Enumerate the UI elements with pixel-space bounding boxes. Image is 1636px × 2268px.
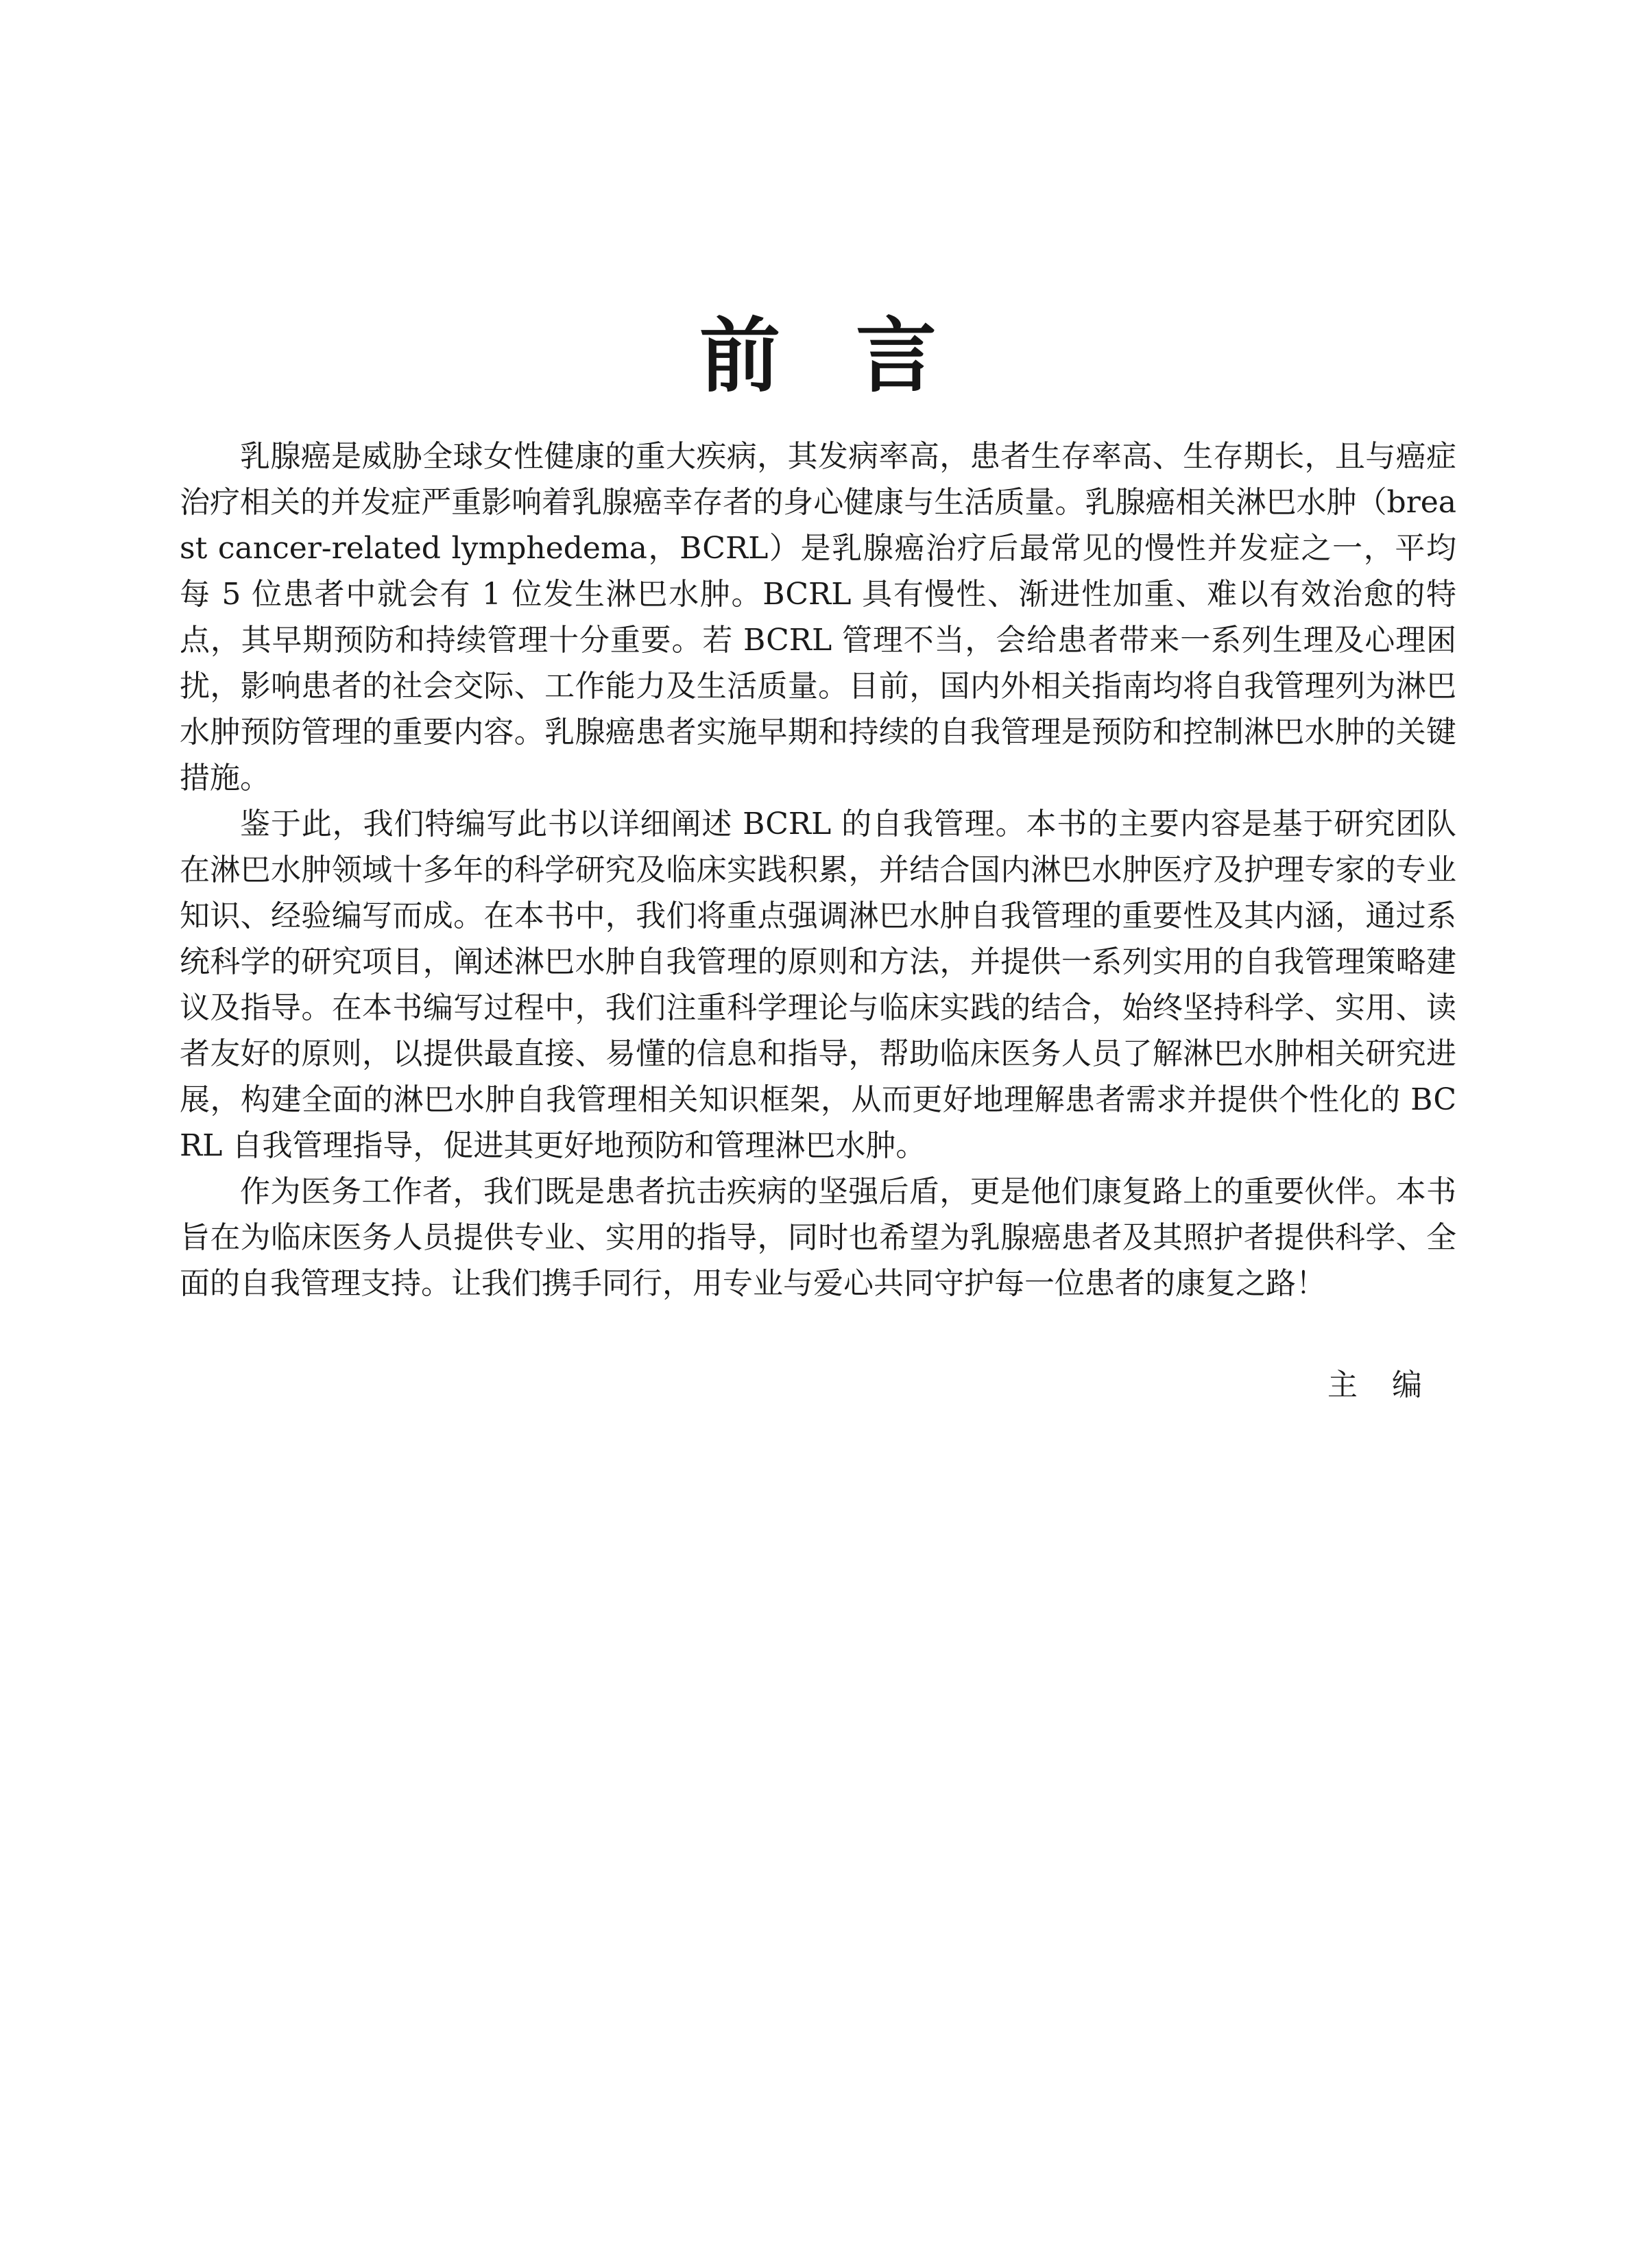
editor-signature: 主编: [1327, 1368, 1456, 1402]
page-title: 前言: [699, 308, 1012, 404]
paragraph-3: 作为医务工作者，我们既是患者抗击疾病的坚强后盾，更是他们康复路上的重要伙伴。本书旨在为临床医务人员提供专业、实用的指导，同时也希望为乳腺癌患者及其照护者提供科学、全面的自我管理支持。让我们携手同行，用专业与爱心共同守护每一位患者的康复之路！: [180, 1174, 1456, 1301]
paragraph-1: 乳腺癌是威胁全球女性健康的重大疾病，其发病率高，患者生存率高、生存期长，且与癌症治疗相关的并发症严重影响着乳腺癌幸存者的身心健康与生活质量。乳腺癌相关淋巴水肿（breast cancer-related lymphedema，BCRL）是乳腺癌治疗后最常见的慢性并发症之一，平均每 5 位患者中就会有 1 位发生淋巴水肿。BCRL 具有慢性、渐进性加重、难以有效治愈的特点，其早期预防和持续管理十分重要。若 BCRL 管理不当，会给患者带来一系列生理及心理困扰，影响患者的社会交际、工作能力及生活质量。目前，国内外相关指南均将自我管理列为淋巴水肿预防管理的重要内容。乳腺癌患者实施早期和持续的自我管理是预防和控制淋巴水肿的关键措施。: [180, 439, 1456, 796]
paragraph-2: 鉴于此，我们特编写此书以详细阐述 BCRL 的自我管理。本书的主要内容是基于研究团队在淋巴水肿领域十多年的科学研究及临床实践积累，并结合国内淋巴水肿医疗及护理专家的专业知识、经验编写而成。在本书中，我们将重点强调淋巴水肿自我管理的重要性及其内涵，通过系统科学的研究项目，阐述淋巴水肿自我管理的原则和方法，并提供一系列实用的自我管理策略建议及指导。在本书编写过程中，我们注重科学理论与临床实践的结合，始终坚持科学、实用、读者友好的原则，以提供最直接、易懂的信息和指导，帮助临床医务人员了解淋巴水肿相关研究进展，构建全面的淋巴水肿自我管理相关知识框架，从而更好地理解患者需求并提供个性化的 BCRL 自我管理指导，促进其更好地预防和管理淋巴水肿。: [180, 807, 1456, 1163]
preface-body: [180, 433, 1456, 1306]
